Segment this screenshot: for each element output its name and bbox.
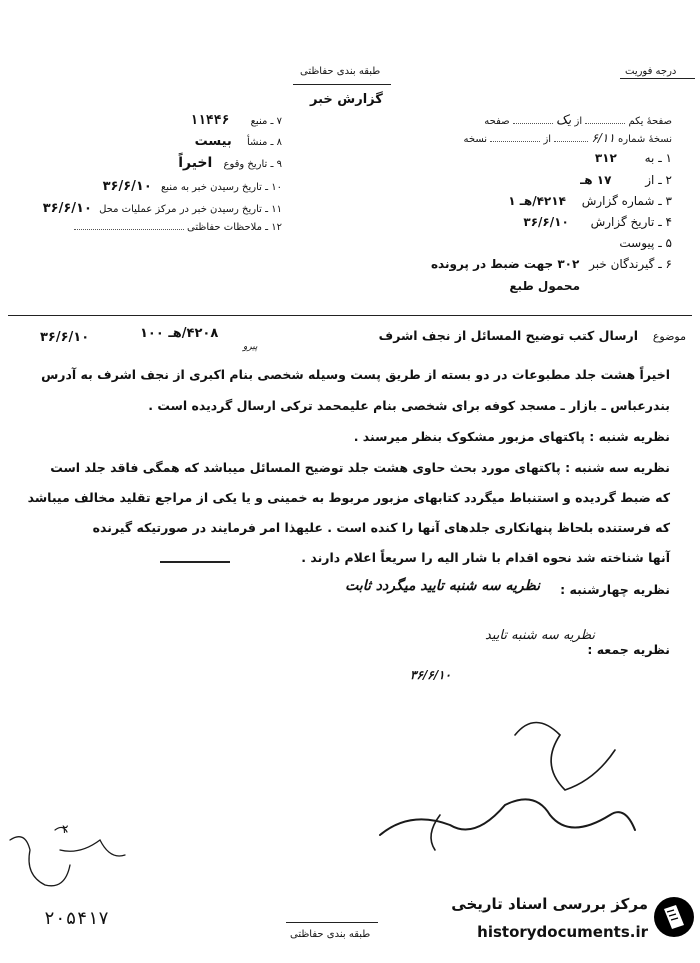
priority-label: درجه فوریت [625,66,677,77]
friday-handwritten: نظریه سه شنبه تایید [485,628,595,643]
subject-handwritten-note: پیرو [243,342,258,352]
body-line-6: که فرستنده بلحاظ پنهانکاری جلدهای آنها را کنده است . علیهذا امر فرمایند در صورتیکه گیرنده [92,520,670,535]
watermark-url: historydocuments.ir [477,923,648,941]
receipt-source-line: ۱۰ ـ تاریخ رسیدن خبر به منبع ۳۶/۶/۱۰ [102,179,282,194]
body-line-3: نظریه شنبه : پاکتهای مزبور مشکوک بنظر میرسند . [353,429,670,444]
body-line-4: نظریه سه شنبه : پاکتهای مورد بحث حاوی هشت جلد توضیح المسائل میباشد که همگی فاقد جلد است [50,460,670,475]
page-mark: ۲ [62,822,69,836]
friday-label: نظریه جمعه : [587,642,670,657]
classification-top: طبقه بندی حفاظتی [300,66,381,77]
report-number-line: ۳ ـ شماره گزارش ۴۲۱۴/هـ ۱ [508,194,672,208]
wednesday-label: نظریه چهارشنبه : [560,582,670,597]
extra-note: محمول طبع [509,279,580,293]
friday-handwritten-date: ۳۶/۶/۱۰ [410,668,451,682]
subject-text: ارسال کتب توضیح المسائل از نجف اشرف [378,328,638,343]
subject-label: موضوع [652,330,686,343]
subject-ref-date: ۳۶/۶/۱۰ [40,330,90,345]
event-date-line: ۹ ـ تاریخ وقوع اخیراً [178,155,282,171]
stamp-number: ۲۰۵۴۱۷ [44,908,110,929]
classification-bottom-line [286,922,378,923]
attachment-line: ۵ ـ پیوست [619,236,672,250]
signature-main-stroke [380,799,635,835]
wednesday-handwritten: نظریه سه شنبه تایید میگردد ثابت [345,578,540,594]
receipt-center-line: ۱۱ ـ تاریخ رسیدن خبر در مرکز عملیات محل ۳۶/۶/۱۰ [42,201,282,216]
signature-upper-scribble [515,723,615,791]
subject-ref-number: ۴۲۰۸/هـ ۱۰۰ [140,326,219,341]
from-line: ۲ ـ از ۱۷ هـ [580,173,672,187]
source-line: ۷ ـ منبع ۱۱۴۴۶ [190,113,282,128]
classification-bottom: طبقه بندی حفاظتی [290,929,371,940]
body-line-5: که ضبط گردیده و استنباط میگردد کتابهای مزبور مربوط به خمینی و یا یکی از مراجع تقلید مخالف میباشد [27,490,670,505]
watermark-center-name: مرکز بررسی اسناد تاریخی [451,895,648,913]
body-line-1: اخیراً هشت جلد مطبوعات در دو بسته از طریق پست وسیله شخصی بنام اکبری از نجف اشرف به آدرس [41,367,670,382]
recipients-line: ۶ ـ گیرندگان خبر ۳۰۲ جهت ضبط در پرونده [430,257,672,271]
signature-lower-left [10,837,125,886]
report-date-line: ۴ ـ تاریخ گزارش ۳۶/۶/۱۰ [523,215,672,229]
security-notes-line: ۱۲ ـ ملاحظات حفاظتی [74,222,282,233]
body-line-7: آنها شناخته شد نحوه اقدام با شار الیه را سریعاً اعلام دارند . [301,550,670,565]
watermark [420,889,700,961]
history-documents-logo [652,895,696,939]
report-title: گزارش خبر [310,92,383,107]
body-line-2: بندرعباس ـ بازار ـ مسجد کوفه برای شخصی بنام علیمحمد ترکی ارسال گردیده است . [148,398,670,413]
to-line: ۱ ـ به ۳۱۲ [594,151,672,165]
origin-line: ۸ ـ منشأ بیست [194,134,282,149]
page-line: صفحهٔ یکم از یک صفحه [484,113,672,128]
copy-line: نسخهٔ شماره ۶/۱۱ از نسخه [463,131,672,145]
